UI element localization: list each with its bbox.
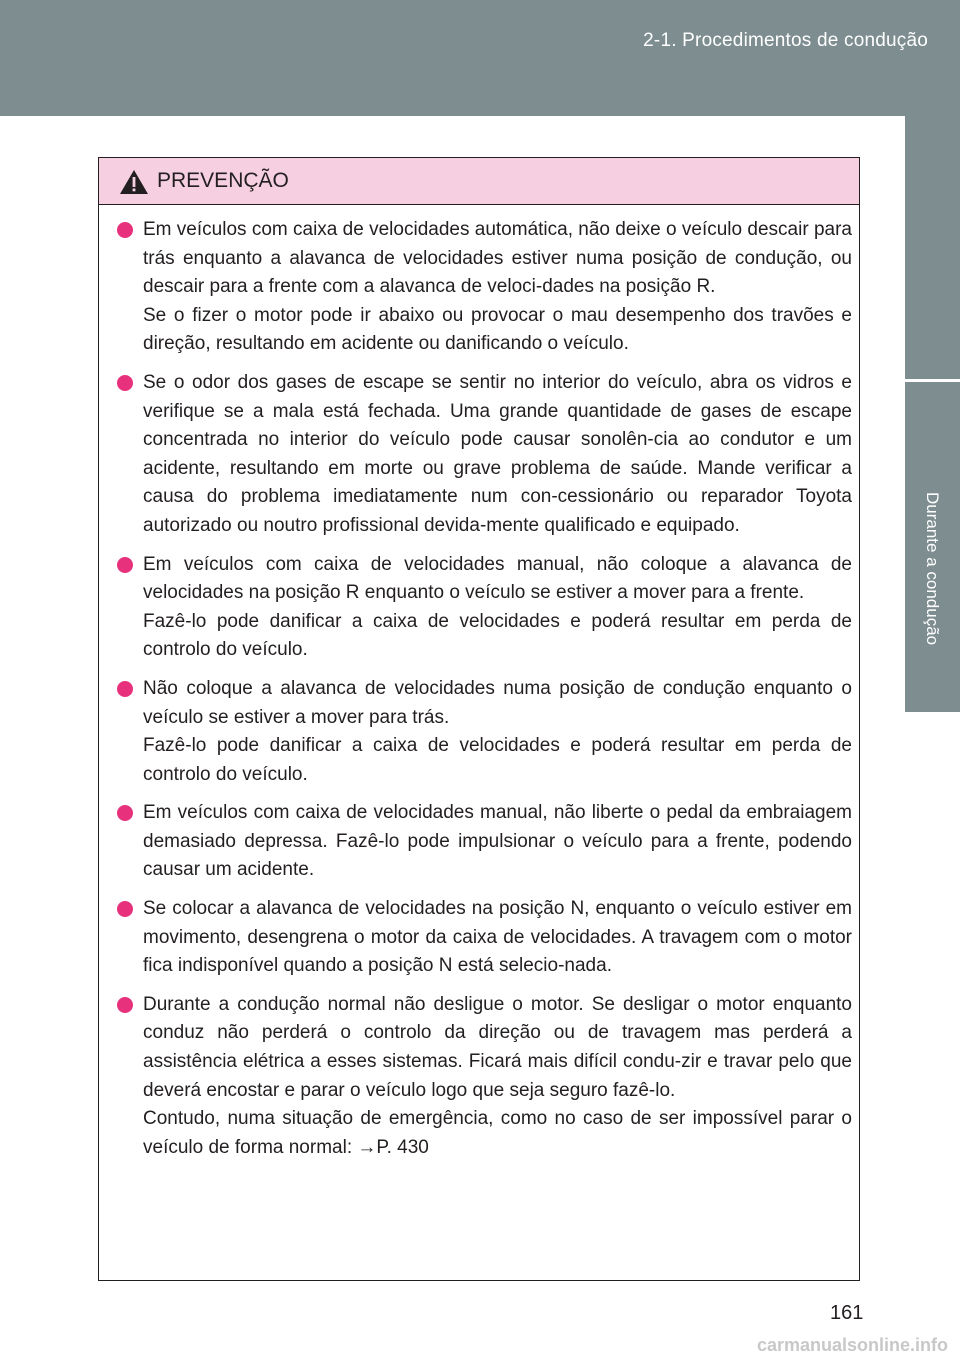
list-item	[117, 799, 852, 885]
page-number: 161	[830, 1302, 864, 1324]
bullet-icon	[117, 901, 133, 917]
item-text: Em veículos com caixa de velocidades automática, não deixe o veículo descair para trás enquanto a alavanca de velocidades estiver numa posição de condução, ou descair para a frente com a alavanca de veloci-dades na posição R.	[143, 219, 852, 298]
bullet-icon	[117, 681, 133, 697]
chapter-tab-number	[905, 116, 960, 379]
item-note: Se o fizer o motor pode ir abaixo ou provocar o mau desempenho dos travões e direção, resultando em acidente ou danificando o veículo.	[143, 304, 852, 355]
list-item	[117, 216, 852, 359]
bullet-icon	[117, 997, 133, 1013]
warning-box	[98, 157, 860, 1281]
item-text: Se o odor dos gases de escape se sentir no interior do veículo, abra os vidros e verifique se a mala está fechada. Uma grande quantidade de gases de escape concentrada no interior do veículo pode causar sonolên-cia ao condutor e um acidente, resultando em morte ou grave problema de saúde. Mande verificar a causa do problema imediatamente num con-cessionário ou reparador Toyota autorizado ou noutro profissional devida-mente qualificado e equipado.	[143, 371, 852, 536]
item-note: Contudo, numa situação de emergência, como no caso de ser impossível parar o veículo de forma normal: →P. 430	[143, 1108, 852, 1158]
item-text: Durante a condução normal não desligue o motor. Se desligar o motor enquanto conduz não perderá o controlo da direção ou de travagem mas perderá a assistência elétrica a esses sistemas. Ficará mais difícil condu-zir e travar pelo que deverá encostar e parar o veículo logo que seja seguro fazê-lo.	[143, 993, 852, 1101]
chapter-tab-label	[905, 382, 960, 712]
warning-items	[99, 216, 858, 1172]
header-band	[0, 0, 960, 116]
section-title: 2-1. Procedimentos de condução	[643, 30, 928, 51]
list-item	[117, 369, 852, 541]
item-note: Fazê-lo pode danificar a caixa de velocidades e poderá resultar em perda de controlo do veículo.	[143, 735, 852, 785]
item-text: Em veículos com caixa de velocidades manual, não liberte o pedal da embraiagem demasiado depressa. Fazê-lo pode impulsionar o veículo para a frente, podendo causar um acidente.	[143, 802, 852, 881]
watermark: carmanualsonline.info	[756, 1335, 948, 1355]
warning-triangle-icon	[119, 169, 149, 195]
item-note: Fazê-lo pode danificar a caixa de velocidades e poderá resultar em perda de controlo do veículo.	[143, 610, 852, 661]
list-item	[117, 675, 852, 789]
list-item	[117, 991, 852, 1163]
item-text: Se colocar a alavanca de velocidades na posição N, enquanto o veículo estiver em movimento, desengrena o motor da caixa de velocidades. A travagem com o motor fica indisponível quando a posição N está selecio-nada.	[143, 898, 852, 977]
bullet-icon	[117, 805, 133, 821]
list-item	[117, 551, 852, 665]
chapter-label: Durante a condução	[923, 492, 942, 646]
warning-header	[99, 158, 859, 205]
list-item	[117, 895, 852, 981]
warning-title: PREVENÇÃO	[157, 169, 289, 192]
item-text: Em veículos com caixa de velocidades manual, não coloque a alavanca de velocidades na posição R enquanto o veículo se estiver a mover para a frente.	[143, 553, 852, 604]
bullet-icon	[117, 375, 133, 391]
bullet-icon	[117, 222, 133, 238]
item-text: Não coloque a alavanca de velocidades numa posição de condução enquanto o veículo se estiver a mover para trás.	[143, 677, 852, 728]
bullet-icon	[117, 557, 133, 573]
